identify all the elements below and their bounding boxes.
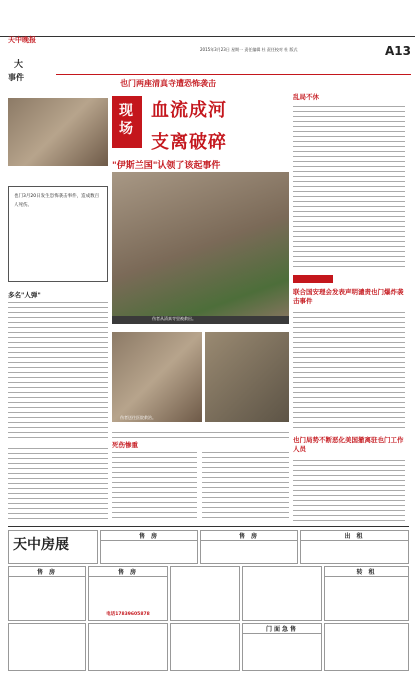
article-body-left xyxy=(8,300,108,442)
tag-chang: 场 xyxy=(119,121,133,137)
header-rule xyxy=(56,74,411,75)
subhead-casualties: 死伤惨重 xyxy=(112,441,138,449)
heading-chaos: 乱局不休 xyxy=(293,93,319,101)
main-photo xyxy=(112,172,289,322)
ad-sale-1-title: 售 房 xyxy=(101,531,197,541)
article-body-right-2 xyxy=(293,310,405,430)
ad-sale-2-title: 售 房 xyxy=(201,531,297,541)
top-rule xyxy=(0,36,415,37)
ad-transfer-title: 转 租 xyxy=(325,567,408,577)
ad-sale-1 xyxy=(100,530,198,564)
section-char: 大 xyxy=(14,60,24,70)
photo-rescue xyxy=(112,332,202,422)
ad-door-sale xyxy=(242,623,322,671)
market-photo xyxy=(8,98,108,166)
ad-house-expo xyxy=(8,530,98,564)
ad-door-title: 门面急售 xyxy=(243,624,321,634)
ad-bottom-2 xyxy=(88,623,168,671)
article-body-right-3 xyxy=(293,458,405,522)
ad-sale-2 xyxy=(200,530,298,564)
ad-bottom-3 xyxy=(170,623,240,671)
article-body-right-1 xyxy=(293,104,405,268)
ads-rule xyxy=(8,526,409,527)
heading-un: 联合国安理会发表声明谴责也门爆炸袭击事件 xyxy=(293,288,404,305)
heading-us: 也门局势不断恶化美国撤离驻也门工作人员 xyxy=(293,436,404,453)
article-body-left-2 xyxy=(8,446,108,522)
subhead-human-bombs: 多名"人弹" xyxy=(8,291,41,299)
small-caption: 伤者送往医院救治。 xyxy=(120,415,156,420)
top-headline: 也门两座清真寺遭恐怖袭击 xyxy=(120,79,216,88)
link-bar xyxy=(293,275,333,283)
article-body-mid-b xyxy=(202,450,289,522)
photo-guard xyxy=(205,332,289,422)
tag-xian: 现 xyxy=(119,103,133,119)
ad-misc-1 xyxy=(170,566,240,621)
main-headline-1: 血流成河 xyxy=(151,100,227,121)
ad-transfer-1 xyxy=(324,566,409,621)
ad-sale-4-title: 售 房 xyxy=(89,567,167,577)
date-line: 2015年3月23日 星期一 责任编辑 杜 责任校对 杜 版式 xyxy=(200,47,298,52)
ad-bottom-5 xyxy=(324,623,409,671)
main-headline-2: 支离破碎 xyxy=(151,132,227,153)
ad-sale-3-title: 售 房 xyxy=(9,567,85,577)
masthead-logo: 天中晚报 xyxy=(8,36,36,44)
article-body-mid-top xyxy=(112,430,289,438)
page-number: A13 xyxy=(385,44,411,58)
article-body-mid-a xyxy=(112,450,197,522)
intro-text: 也门3月20日发生恐怖袭击事件，造成数百人死伤。 xyxy=(14,194,100,208)
ad-rent-title: 出 租 xyxy=(301,531,408,541)
ad-sale-4 xyxy=(88,566,168,621)
ad-house-title: 天中房展 xyxy=(13,537,69,553)
sub-headline: "伊斯兰国"认领了该起事件 xyxy=(112,161,221,171)
ad-misc-2 xyxy=(242,566,322,621)
section-word: 事件 xyxy=(8,73,24,82)
main-caption: 伤者从清真寺里被救出。 xyxy=(112,316,289,324)
ad-rent xyxy=(300,530,409,564)
ad-phone: 电话17839605878 xyxy=(106,612,150,617)
ad-sale-3 xyxy=(8,566,86,621)
ad-bottom-1 xyxy=(8,623,86,671)
intro-box xyxy=(8,186,108,282)
